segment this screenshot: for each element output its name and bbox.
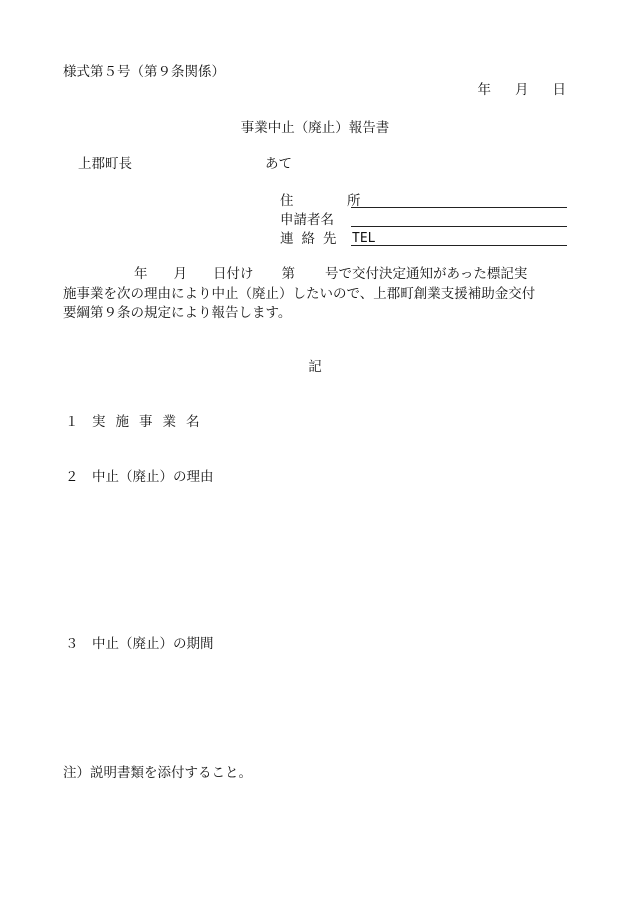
date-year-label: 年 xyxy=(477,82,491,98)
item-label: 実施事業名 xyxy=(92,414,210,430)
item-label: 中止（廃止）の理由 xyxy=(92,469,214,485)
contact-tel: TEL xyxy=(352,231,376,246)
attachment-note: 注）説明書類を添付すること。 xyxy=(63,765,252,781)
body-line-2: 施事業を次の理由により中止（廃止）したいので、上郡町創業支援補助金交付 xyxy=(63,285,536,302)
item-number: ２ xyxy=(65,469,79,485)
item-project-name xyxy=(65,414,210,432)
addressee-suffix: あて xyxy=(265,156,292,172)
addressee-name: 上郡町長 xyxy=(78,156,132,172)
body-month: 月 xyxy=(173,266,187,282)
date-month-label: 月 xyxy=(515,82,529,98)
date-day-label: 日 xyxy=(552,82,566,98)
name-field[interactable] xyxy=(351,226,567,227)
body-number-prefix: 第 xyxy=(281,266,295,282)
form-number: 様式第５号（第９条関係） xyxy=(63,64,225,80)
body-line-1-rest: 号で交付決定通知があった標記実 xyxy=(325,266,528,282)
contact-label-text: 連絡先 xyxy=(280,231,345,247)
item-period xyxy=(65,636,214,654)
address-label-text: 住 所 xyxy=(280,193,381,209)
contact-label xyxy=(280,231,345,249)
report-body xyxy=(63,265,573,324)
item-number: ３ xyxy=(65,636,79,652)
document-title: 事業中止（廃止）報告書 xyxy=(240,120,390,136)
name-label: 申請者名 xyxy=(280,212,334,228)
item-reason xyxy=(65,469,214,487)
ki-heading: 記 xyxy=(308,359,322,375)
report-date xyxy=(478,82,567,100)
body-dated: 日付け xyxy=(213,266,254,282)
body-line-1 xyxy=(63,265,573,285)
contact-field[interactable] xyxy=(351,245,567,246)
item-number: １ xyxy=(65,414,79,430)
address-field[interactable] xyxy=(351,207,567,208)
address-label xyxy=(280,193,381,211)
body-line-3: 要綱第９条の規定により報告します。 xyxy=(63,305,292,322)
body-year: 年 xyxy=(134,266,148,282)
item-label: 中止（廃止）の期間 xyxy=(92,636,214,652)
